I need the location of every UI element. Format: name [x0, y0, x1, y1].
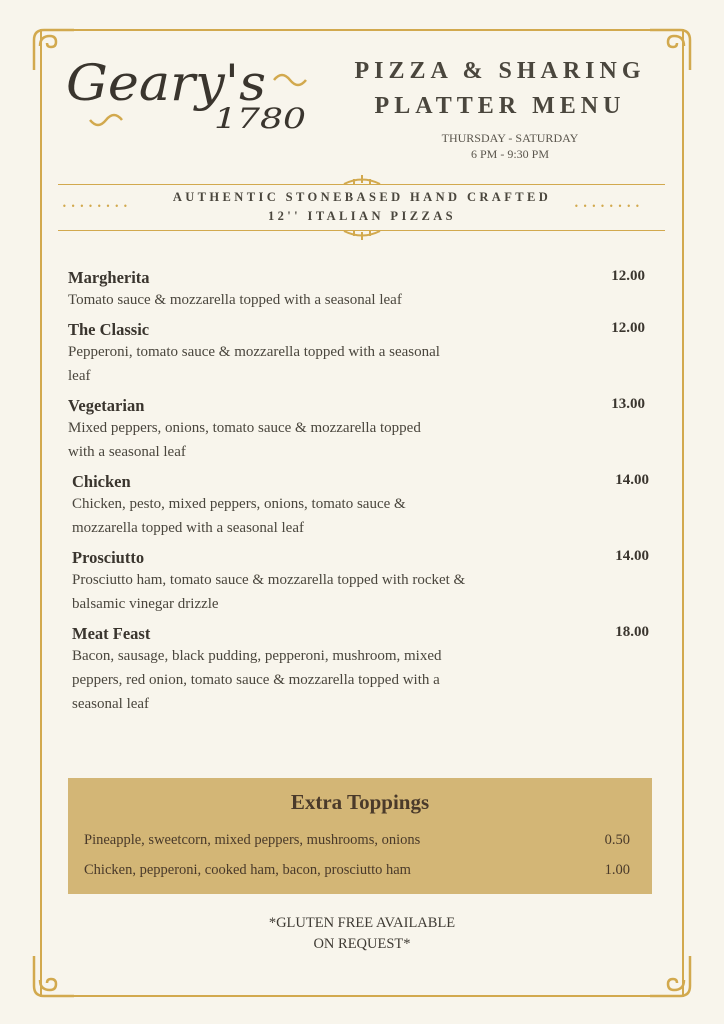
- menu-item: [68, 268, 645, 312]
- item-description: Prosciutto ham, tomato sauce & mozzarella topped with rocket & balsamic vinegar drizzle: [72, 572, 466, 612]
- gearys-logo: [64, 38, 314, 138]
- extra-toppings-box: [68, 778, 652, 894]
- banner-line1: AUTHENTIC STONEBASED HAND CRAFTED: [172, 190, 552, 204]
- item-price: 14.00: [615, 548, 649, 564]
- dot-ornament-right: ••••••••: [574, 202, 644, 211]
- item-description: Chicken, pesto, mixed peppers, onions, tomato sauce & mozzarella topped with a seasonal leaf: [72, 496, 406, 536]
- logo-year: 1780: [214, 102, 306, 135]
- item-name: Vegetarian: [68, 396, 145, 415]
- item-price: 14.00: [615, 472, 649, 488]
- menu-title-line1: PIZZA & SHARING: [354, 58, 646, 84]
- logo-name: Geary's: [66, 54, 266, 112]
- corner-flourish-icon: [30, 954, 76, 1000]
- item-price: 12.00: [611, 320, 645, 336]
- item-description: Bacon, sausage, black pudding, pepperoni, mushroom, mixed peppers, red onion, tomato sauce & mozzarella topped with a seasonal leaf: [72, 648, 442, 712]
- corner-flourish-icon: [648, 954, 694, 1000]
- topping-label: Pineapple, sweetcorn, mixed peppers, mushrooms, onions: [84, 832, 421, 848]
- extra-toppings-title: Extra Toppings: [290, 790, 430, 814]
- item-name: The Classic: [68, 320, 150, 339]
- topping-label: Chicken, pepperoni, cooked ham, bacon, prosciutto ham: [84, 862, 411, 878]
- topping-row: [84, 832, 630, 849]
- opening-days: THURSDAY - SATURDAY: [441, 131, 579, 145]
- divider-top: [58, 184, 665, 185]
- item-description: Pepperoni, tomato sauce & mozzarella topped with a seasonal leaf: [68, 344, 440, 384]
- menu-item: [72, 548, 649, 616]
- menu-item: [72, 624, 649, 716]
- gluten-free-note: [240, 913, 484, 955]
- crown-ornament-icon: [340, 230, 384, 240]
- opening-times: 6 PM - 9:30 PM: [470, 147, 550, 161]
- item-price: 18.00: [615, 624, 649, 640]
- item-description: Mixed peppers, onions, tomato sauce & mozzarella topped with a seasonal leaf: [68, 420, 421, 460]
- item-price: 13.00: [611, 396, 645, 412]
- menu-title-line2: PLATTER MENU: [374, 93, 626, 119]
- menu-item: [68, 320, 645, 388]
- menu-item: [72, 472, 649, 540]
- item-name: Margherita: [68, 268, 150, 287]
- topping-price: 0.50: [604, 832, 630, 848]
- note-line2: ON REQUEST*: [313, 936, 411, 952]
- menu-item: [68, 396, 645, 464]
- item-name: Prosciutto: [72, 548, 145, 567]
- item-name: Chicken: [72, 472, 131, 491]
- item-description: Tomato sauce & mozzarella topped with a seasonal leaf: [68, 292, 402, 308]
- topping-price: 1.00: [604, 862, 630, 878]
- note-line1: *GLUTEN FREE AVAILABLE: [268, 915, 456, 931]
- dot-ornament-left: ••••••••: [62, 202, 132, 211]
- topping-row: [84, 862, 630, 879]
- item-price: 12.00: [611, 268, 645, 284]
- banner-line2: 12'' ITALIAN PIZZAS: [267, 209, 456, 223]
- item-name: Meat Feast: [72, 624, 151, 643]
